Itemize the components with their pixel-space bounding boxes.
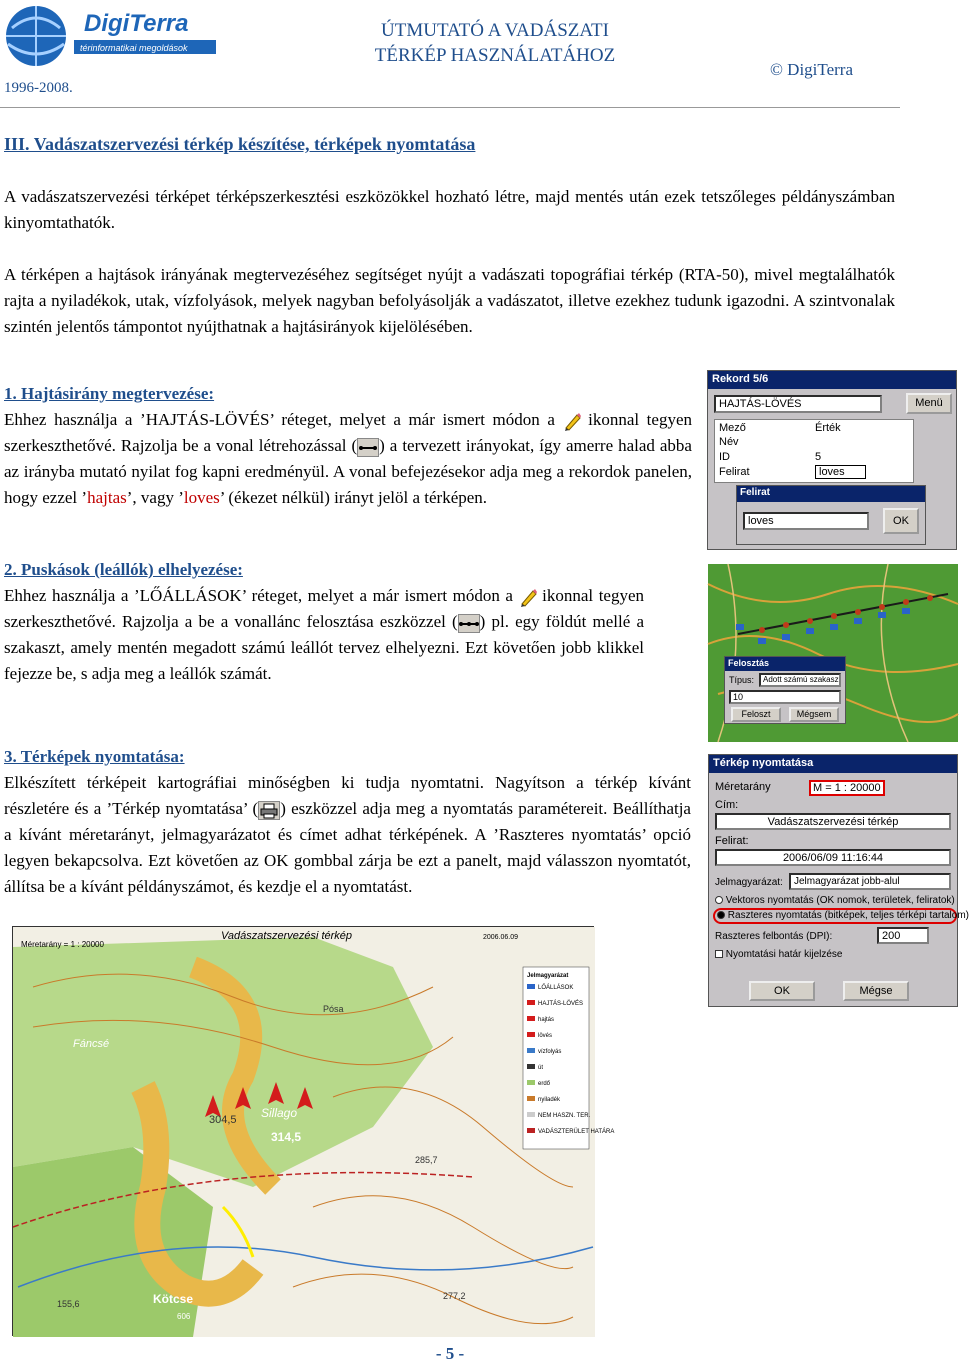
- hunting-map-demo: [12, 926, 615, 1336]
- print-dialog: [708, 754, 969, 1007]
- pencil-icon: [519, 587, 537, 607]
- section-2-heading: 2. Puskások (leállók) elhelyezése:: [4, 560, 243, 579]
- map-legend-item: nyiladék: [538, 1097, 561, 1103]
- map-legend-swatch: [527, 1048, 535, 1053]
- print-ok-button[interactable]: OK: [749, 981, 815, 1001]
- felosztas-tipus-select[interactable]: Adott számú szakasz: [759, 673, 841, 687]
- map-legend-title: Jelmagyarázat: [527, 973, 569, 979]
- map-place-3: Sillago: [261, 1106, 298, 1120]
- map-title-text: Vadászatszervezési térkép: [221, 930, 353, 942]
- felirat-subdialog: [736, 485, 926, 545]
- felosztas-count-input[interactable]: 10: [729, 690, 841, 704]
- header-rule: [0, 107, 900, 108]
- svg-text:DigiTerra: DigiTerra: [84, 10, 189, 37]
- split-map-screenshot: [708, 564, 958, 742]
- page-number: - 5 -: [435, 1344, 465, 1363]
- rekord-title: Rekord 5/6: [708, 371, 956, 389]
- rekord-col-field: Mező: [719, 422, 746, 434]
- print-opt-vector[interactable]: Vektoros nyomtatás (OK nomok, területek, feliratok): [715, 895, 955, 906]
- intro-paragraph-1: A vadászatszervezési térképet térképszerkesztési eszközökkel hozható létre, majd mentés után ezek tetszőleges példányszámban kinyomtathatók.: [4, 187, 895, 232]
- map-date-text: 2006.06.09: [483, 934, 519, 941]
- map-legend-swatch: [527, 1096, 535, 1101]
- line-create-icon: [357, 438, 379, 457]
- section-2: [4, 557, 644, 687]
- section-1: [4, 381, 692, 511]
- header-title-line2: TÉRKÉP HASZNÁLATÁHOZ: [374, 45, 616, 66]
- svg-text:térinformatikai megoldások: térinformatikai megoldások: [80, 43, 188, 53]
- print-dpi-input[interactable]: 200: [877, 927, 929, 944]
- feloszt-button[interactable]: Feloszt: [731, 707, 781, 722]
- felosztas-dialog: [724, 656, 846, 724]
- print-scale-value[interactable]: 20000: [850, 782, 881, 794]
- map-place-4: Pósa: [323, 1004, 344, 1014]
- map-legend-swatch: [527, 1112, 535, 1117]
- print-cim-input[interactable]: Vadászatszervezési térkép: [715, 813, 951, 830]
- felosztas-tipus-label: Típus:: [729, 675, 755, 685]
- felirat-title: Felirat: [737, 486, 925, 502]
- map-legend-swatch: [527, 1080, 535, 1085]
- map-legend-item: vízfolyás: [538, 1049, 562, 1055]
- pencil-icon: [563, 411, 581, 431]
- felirat-input[interactable]: loves: [743, 512, 869, 530]
- header-years: 1996-2008.: [4, 80, 73, 96]
- map-legend-swatch: [527, 1128, 535, 1133]
- digiterra-logo: [0, 0, 222, 78]
- rekord-menu-button[interactable]: Menü: [906, 393, 952, 414]
- map-legend-item: lövés: [538, 1033, 553, 1039]
- rekord-row1-key: Név: [719, 436, 739, 448]
- rekord-row2-key: ID: [719, 451, 730, 463]
- section-3-heading: 3. Térképek nyomtatása:: [4, 747, 185, 766]
- rekord-grid: [714, 419, 914, 483]
- rekord-row3-value[interactable]: loves: [815, 465, 866, 479]
- rekord-col-value: Érték: [815, 422, 841, 434]
- hunting-map: [13, 927, 615, 1337]
- map-height-2: 314,5: [271, 1130, 302, 1144]
- map-legend-item: LŐÁLLÁSOK: [538, 985, 574, 991]
- rekord-panel: [707, 370, 957, 550]
- print-scale-box: M = 1 : 20000: [809, 780, 885, 796]
- print-dpi-label: Raszteres felbontás (DPI):: [715, 931, 833, 942]
- print-date-input[interactable]: 2006/06/09 11:16:44: [715, 849, 951, 866]
- map-scale-text: Méretarány = 1 : 20000: [21, 940, 104, 949]
- section-3-text: Elkészített térképeit kartográfiai minőségben ki tudja nyomtatni. Nagyítson a térkép kívánt részletére és a ’Térkép nyomtatása’ ( ) eszközzel adja meg a nyomtatás paramétereit. Beállíthatja a kívánt méretarányt, jelmagyarázatot és címet adhat térképének. A ’Raszteres nyomtatás’ opció legyen bekapcsolva. Ezt követően az OK gombbal zárja be ezt a panelt, majd válasszon nyomtatót, állítsa be a kívánt példányszámot, és kezdje el a nyomtatást.: [4, 773, 691, 896]
- intro-paragraph-2: A térképen a hajtások irányának megtervezéséhez segítséget nyújt a vadászati topográfiai térkép (RTA-50), mivel megtalálhatók rajta a nyiladékok, utak, vízfolyások, melyek nagyban befolyásolják a vadászatot, illetve ezekhez tudunk igazodni. A szintvonalak szintén jelentős támpontot nyújthatnak a hajtásirányok kijelölésében.: [4, 265, 895, 336]
- map-place-2: Kötcse: [153, 1292, 194, 1306]
- header-title: [350, 18, 640, 68]
- map-legend-swatch: [527, 1000, 535, 1005]
- map-legend-item: hajtás: [538, 1017, 555, 1023]
- section-1-heading: 1. Hajtásirány megtervezése:: [4, 384, 215, 403]
- map-height-6: 606: [177, 1312, 191, 1321]
- map-height-4: 277,2: [443, 1291, 466, 1301]
- print-opt-border[interactable]: Nyomtatási határ kijelzése: [715, 949, 843, 960]
- rekord-row3-key: Felirat: [719, 466, 750, 478]
- map-legend-swatch: [527, 984, 535, 989]
- rekord-row2-value: 5: [815, 451, 822, 463]
- print-legend-select[interactable]: Jelmagyarázat jobb-alul: [789, 873, 951, 890]
- header-title-line1: ÚTMUTATÓ A VADÁSZATI: [381, 20, 609, 41]
- print-dialog-title: Térkép nyomtatása: [709, 755, 957, 773]
- felirat-ok-button[interactable]: OK: [883, 508, 919, 534]
- map-legend-item: HAJTÁS-LÖVÉS: [538, 1001, 584, 1007]
- print-cim-label: Cím:: [715, 799, 739, 811]
- map-place-1: Fáncsé: [73, 1038, 110, 1050]
- map-height-1: 304,5: [209, 1114, 237, 1126]
- print-date-label: Felirat:: [715, 835, 749, 847]
- header-copyright: © DigiTerra: [770, 60, 853, 79]
- map-legend-item: út: [538, 1065, 544, 1071]
- section-2-text: Ehhez használja a ’LŐÁLLÁSOK’ réteget, melyet a már ismert módon a ikonnal tegyen szerkeszthetővé. Rajzolja a be a vonallánc felosztása eszközzel ( ) pl. egy földút mellé a szakaszt, amely mentén megadott számú leállót tervez elhelyezni. Ezt követően jobb klikkel fejezze be, s adja meg a leállók számát.: [4, 586, 645, 683]
- map-height-3: 285,7: [415, 1155, 438, 1165]
- print-scale-label: Méretarány: [715, 781, 771, 793]
- map-legend: [523, 967, 614, 1149]
- megsem-button[interactable]: Mégsem: [789, 707, 839, 722]
- print-cancel-button[interactable]: Mégse: [843, 981, 909, 1001]
- felosztas-title: Felosztás: [725, 657, 845, 671]
- print-opt-raster[interactable]: Raszteres nyomtatás (bitképek, teljes térképi tartalom): [717, 910, 969, 921]
- rekord-layer-field[interactable]: HAJTÁS-LÖVÉS: [714, 395, 882, 413]
- map-legend-item: VADÁSZTERÜLET HATÁRA: [538, 1129, 615, 1135]
- print-legend-label: Jelmagyarázat:: [715, 877, 783, 888]
- map-legend-item: erdő: [538, 1081, 551, 1087]
- map-legend-swatch: [527, 1016, 535, 1021]
- map-legend-swatch: [527, 1032, 535, 1037]
- split-line-icon: [458, 614, 480, 633]
- section-3: [4, 744, 691, 900]
- map-legend-swatch: [527, 1064, 535, 1069]
- map-height-5: 155,6: [57, 1299, 80, 1309]
- printer-icon: [258, 801, 280, 820]
- section-1-text: Ehhez használja a ’HAJTÁS-LÖVÉS’ réteget, melyet a már ismert módon a ikonnal tegyen szerkeszthetővé. Rajzolja be a vonal létrehozással ( ) a tervezett irányokat, így amerre halad abba az irányba mutató nyilat fog kapni eredményül. A vonal befejezésekor adja meg a rekordok panelen, hogy ezzel ’hajtas’, vagy ’loves’ (ékezet nélkül) irányt jelöl a térképen.: [4, 410, 692, 507]
- section-title: III. Vadászatszervezési térkép készítése, térképek nyomtatása: [4, 134, 476, 154]
- map-legend-item: NEM HASZN. TER.: [538, 1113, 591, 1119]
